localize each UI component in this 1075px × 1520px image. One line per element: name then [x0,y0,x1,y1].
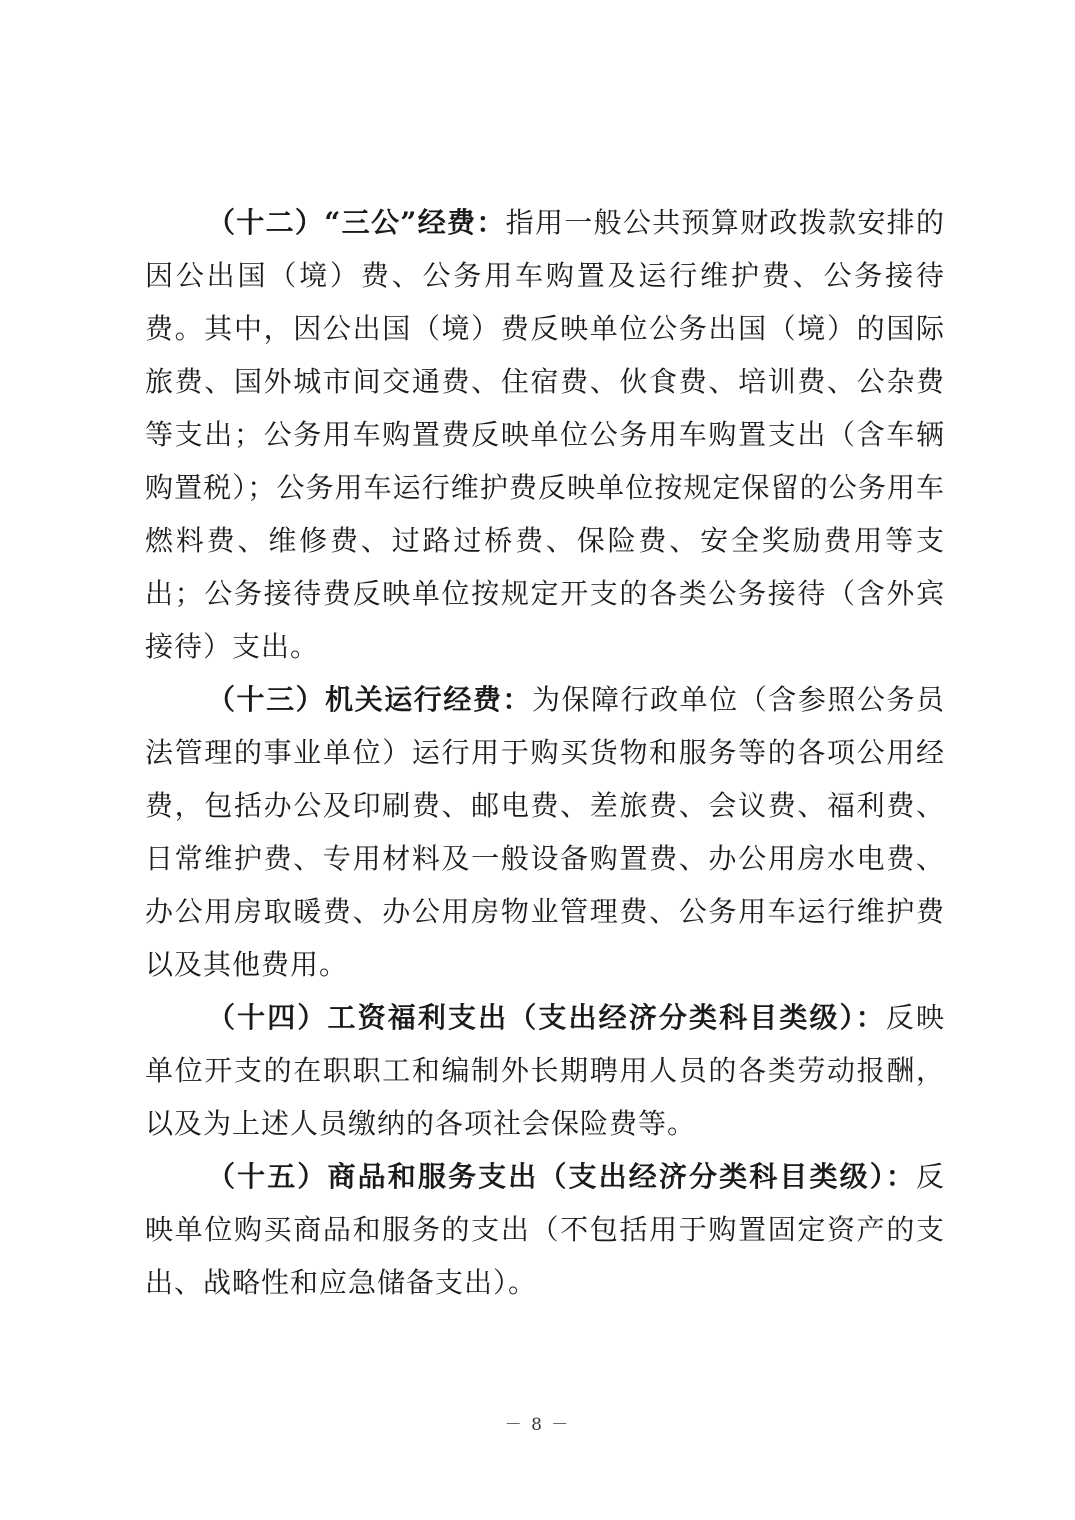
paragraph-thirteen [145,673,945,991]
paragraph-heading: （十三）机关运行经费： [207,683,532,716]
paragraph-fourteen [145,991,945,1150]
page-number: － 8 － [504,1415,571,1435]
paragraph-text: 指用一般公共预算财政拨款安排的因公出国（境）费、公务用车购置及运行维护费、公务接待费。其中，因公出国（境）费反映单位公务出国（境）的国际旅费、国外城市间交通费、住宿费、伙食费、培训费、公杂费等支出；公务用车购置费反映单位公务用车购置支出（含车辆购置税）；公务用车运行维护费反映单位按规定保留的公务用车燃料费、维修费、过路过桥费、保险费、安全奖励费用等支出；公务接待费反映单位按规定开支的各类公务接待（含外宾接待）支出。 [145,206,945,663]
paragraph-heading: （十五）商品和服务支出（支出经济分类科目类级）： [207,1160,916,1193]
paragraph-fifteen [145,1150,945,1309]
paragraph-twelve [145,196,945,673]
paragraph-text: 反映单位购买商品和服务的支出（不包括用于购置固定资产的支出、战略性和应急储备支出）。 [145,1160,945,1299]
document-body [145,196,945,1309]
paragraph-text: 为保障行政单位（含参照公务员法管理的事业单位）运行用于购买货物和服务等的各项公用经费，包括办公及印刷费、邮电费、差旅费、会议费、福利费、日常维护费、专用材料及一般设备购置费、办公用房水电费、办公用房取暖费、办公用房物业管理费、公务用车运行维护费以及其他费用。 [145,683,945,981]
paragraph-heading: （十四）工资福利支出（支出经济分类科目类级）： [207,1001,886,1034]
paragraph-heading: （十二）“三公”经费： [207,206,506,239]
paragraph-text: 反映单位开支的在职职工和编制外长期聘用人员的各类劳动报酬，以及为上述人员缴纳的各项社会保险费等。 [145,1001,945,1140]
